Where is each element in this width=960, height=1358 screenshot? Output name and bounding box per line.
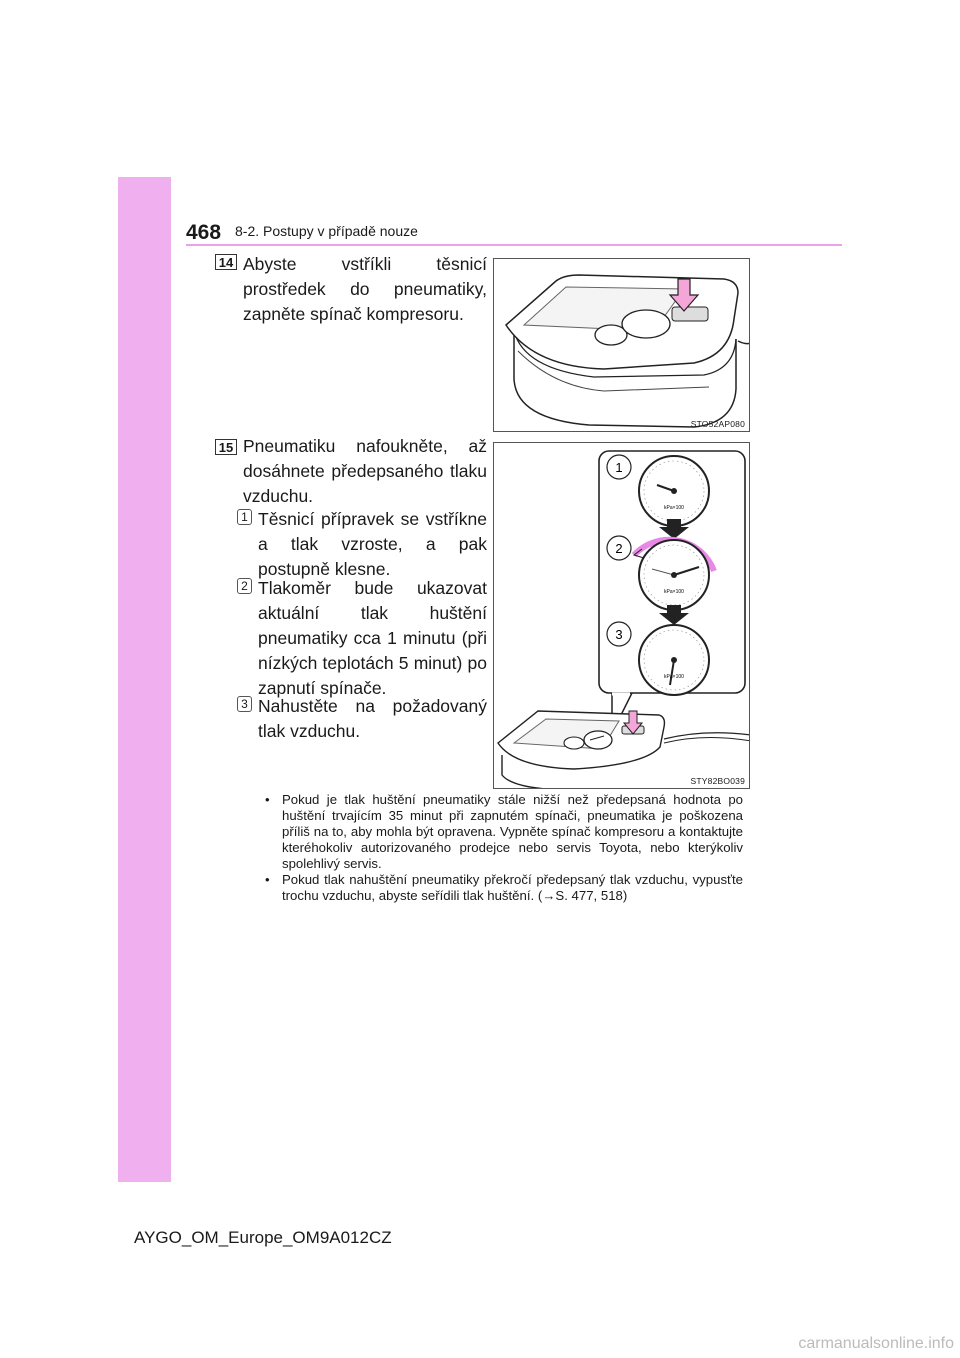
gauge-sequence-illustration xyxy=(494,443,750,789)
chapter-side-tab xyxy=(118,177,171,1182)
substep-3-text: Nahustěte na požadovaný tlak vzduchu. xyxy=(258,696,487,741)
section-title: 8-2. Postupy v případě nouze xyxy=(235,223,418,239)
callout-2-label: 2 xyxy=(615,541,623,556)
gauge-2-unit: kPa×100 xyxy=(664,589,684,595)
gauge-1-icon xyxy=(639,456,709,526)
substep-2-number: 2 xyxy=(237,578,252,594)
gauge-3-unit: kPa×100 xyxy=(664,674,684,680)
bullet-icon: • xyxy=(265,792,270,807)
note-item xyxy=(265,872,743,904)
step-15-badge: 15 xyxy=(215,439,237,455)
substep-1-number: 1 xyxy=(237,509,252,525)
figure-code: STY82BO039 xyxy=(690,776,745,786)
note-item xyxy=(265,792,743,872)
step-14-badge: 14 xyxy=(215,254,237,270)
header-divider xyxy=(186,244,842,246)
substep-1-text: Těsnicí přípravek se vstříkne a tlak vzroste, a pak postupně klesne. xyxy=(258,509,487,579)
callout-1-label: 1 xyxy=(615,460,623,475)
notes-list xyxy=(265,792,743,904)
step-15-text: Pneumatiku nafoukněte, až dosáhnete předepsaného tlaku vzduchu. xyxy=(243,436,487,506)
substep-2-text: Tlakoměr bude ukazovat aktuální tlak huštění pneumatiky cca 1 minutu (při nízkých teplotách 5 minut) po zapnutí spínače. xyxy=(258,578,487,698)
pressure-gauge-figure xyxy=(493,442,750,789)
substep-3-number: 3 xyxy=(237,696,252,712)
document-footer: AYGO_OM_Europe_OM9A012CZ xyxy=(134,1228,392,1247)
callout-3-label: 3 xyxy=(615,627,623,642)
compressor-illustration xyxy=(494,259,750,432)
step-14-text: Abyste vstříkli těsnicí prostředek do pneumatiky, zapněte spínač kompresoru. xyxy=(243,254,487,324)
page-number: 468 xyxy=(186,221,222,244)
gauge-3-icon xyxy=(639,625,709,695)
gauge-1-unit: kPa×100 xyxy=(664,505,684,511)
compressor-switch-figure xyxy=(493,258,750,432)
note-text: Pokud je tlak huštění pneumatiky stále nižší než předepsaná hodnota po huštění trvajícím 35 minut při zapnutém spínači, pneumatika je poškozena příliš na to, aby mohla být opravena. Vypněte spínač kompresoru a kontaktujte kteréhokoliv autorizovaného prodejce nebo servis Toyota, nebo kterýkoliv spolehlivý servis. xyxy=(282,792,743,871)
bullet-icon: • xyxy=(265,872,270,887)
watermark: carmanualsonline.info xyxy=(798,1335,954,1352)
figure-code: STO52AP080 xyxy=(690,419,745,429)
note-text: Pokud tlak nahuštění pneumatiky překročí předepsaný tlak vzduchu, vypusťte trochu vzduchu, abyste seřídili tlak huštění. (→S. 477, 518) xyxy=(282,872,743,903)
